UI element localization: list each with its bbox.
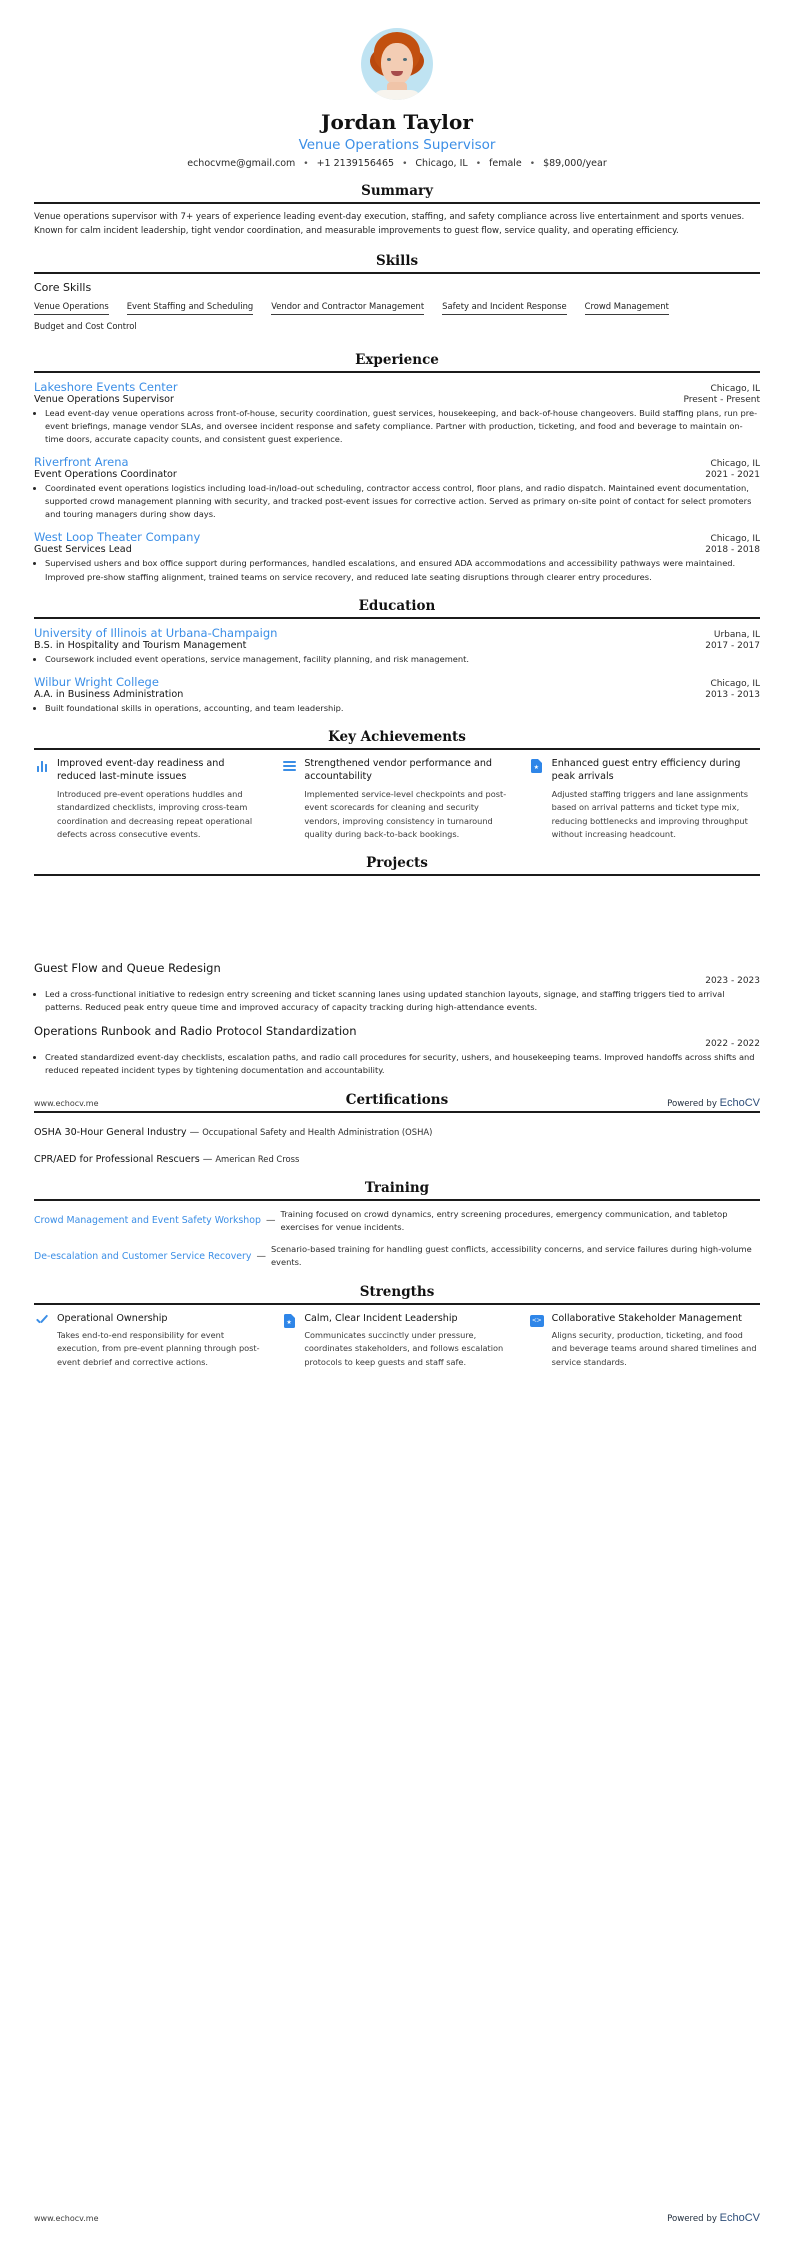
card-description: Introduced pre-event operations huddles and standardized checklists, improving cross-team coordination and decreasing repeat operational defects across consecutive events. [57, 789, 253, 839]
bullet-separator-icon: • [529, 158, 536, 169]
training-row [34, 1243, 760, 1270]
section-strengths [34, 1284, 760, 1369]
entry-subheader-row [34, 689, 760, 700]
project-title: Guest Flow and Queue Redesign [34, 961, 221, 976]
entry-role: Event Operations Coordinator [34, 469, 177, 481]
section-education [34, 598, 760, 715]
entry-location: Chicago, IL [710, 678, 760, 689]
footer-url[interactable]: www.echocv.me [34, 1099, 99, 1108]
bullet-item: • Built foundational skills in operations, accounting, and team leadership. [45, 702, 760, 715]
entry-role: Venue Operations Supervisor [34, 393, 174, 405]
section-divider [34, 874, 760, 876]
card-body [57, 1312, 265, 1369]
info-card [281, 1312, 512, 1369]
bullet-item: • Created standardized event-day checklists, escalation paths, and radio call procedures for security, ushers, and housekeeping teams. Improved handoffs across shifts and reduced repeated incident types by tightening documentation and accountability. [45, 1051, 760, 1077]
skill-chip: Safety and Incident Response [442, 299, 567, 315]
section-divider [34, 1303, 760, 1305]
bullet-item: • Lead event-day venue operations across front-of-house, security coordination, guest services, housekeeping, and back-of-house changeovers. Build staffing plans, run pre-event briefings, manage vendor SLAs, and oversee incident response and safety compliance. Partner with production, ticketing, and food and beverage to maintain on-time doors, accurate capacity counts, and consistent guest experience. [45, 407, 760, 446]
certification-row [34, 1120, 760, 1139]
footer-url[interactable]: www.echocv.me [34, 2214, 99, 2223]
contact-phone[interactable]: +1 2139156465 [316, 158, 395, 169]
card-title: Strengthened vendor performance and accountability [304, 757, 493, 783]
entry [34, 626, 760, 666]
card-body [552, 1312, 760, 1369]
document-icon: ★ [281, 1313, 297, 1329]
skills-list [34, 299, 760, 338]
education-list [34, 626, 760, 715]
section-training [34, 1180, 760, 1270]
entry-subheader-row [34, 640, 760, 651]
entry-organization[interactable]: Wilbur Wright College [34, 674, 159, 689]
bar-chart-icon [34, 758, 50, 774]
entry-organization[interactable]: University of Illinois at Urbana-Champaign [34, 625, 278, 640]
entry-location: Urbana, IL [713, 629, 760, 640]
entry-role: B.S. in Hospitality and Tourism Management [34, 639, 247, 651]
entry [34, 380, 760, 446]
job-title: Venue Operations Supervisor [298, 137, 496, 153]
card-title: Calm, Clear Incident Leadership [304, 1312, 458, 1324]
card-description: Implemented service-level checkpoints and post-event scorecards for cleaning and security vendors, improving consistency in turnaround quality during back-to-back bookings. [304, 789, 507, 839]
project-dates: 2022 - 2022 [705, 1039, 760, 1050]
section-heading-experience: Experience [355, 351, 439, 368]
avatar [361, 28, 433, 100]
page-footer-2 [0, 2212, 794, 2224]
footer-powered-prefix: Powered by [667, 1099, 717, 1109]
entry-location: Chicago, IL [710, 383, 760, 394]
footer-powered-by [667, 1097, 760, 1109]
entry-header-row [34, 380, 760, 394]
code-icon: <> [529, 1313, 545, 1329]
entry-header-row [34, 530, 760, 544]
card-body [304, 1312, 512, 1369]
entry-bullets [34, 557, 760, 583]
summary-text: Venue operations supervisor with 7+ years of experience leading event-day execution, staffing, and safety compliance across live entertainment and sports venues. Known for calm incident leadership, tight vendor coordination, and measurable improvements to guest flow, service quality, and operating efficiency. [34, 212, 745, 236]
bullet-separator-icon: • [303, 158, 309, 169]
experience-list [34, 380, 760, 584]
card-description: Takes end-to-end responsibility for event execution, from pre-event planning through post-event debrief and corrective actions. [57, 1330, 260, 1367]
entry-location: Chicago, IL [710, 459, 760, 470]
section-heading-summary: Summary [361, 183, 433, 199]
resume-header [34, 0, 760, 169]
section-divider [34, 617, 760, 619]
entry [34, 455, 760, 521]
page-title: Jordan Taylor [320, 110, 474, 134]
separator-dash: — [265, 1215, 276, 1227]
training-name[interactable]: De-escalation and Customer Service Recovery [34, 1250, 252, 1262]
card-title: Operational Ownership [57, 1312, 168, 1324]
card-title: Improved event-day readiness and reduced last-minute issues [57, 757, 225, 783]
separator-dash: — [189, 1126, 200, 1138]
entry-dates: 2017 - 2017 [705, 640, 760, 651]
bullet-separator-icon: • [475, 158, 482, 169]
certification-issuer: American Red Cross [215, 1153, 300, 1164]
entry-organization[interactable]: Lakeshore Events Center [34, 379, 178, 394]
section-divider [34, 371, 760, 373]
entry-role: A.A. in Business Administration [34, 688, 184, 700]
certification-row [34, 1147, 760, 1166]
entry-bullets [34, 482, 760, 521]
section-divider [34, 748, 760, 750]
info-card [529, 1312, 760, 1369]
project-entry [34, 1024, 760, 1077]
project-bullets [34, 988, 760, 1014]
info-card [34, 757, 265, 841]
contact-location: Chicago, IL [415, 158, 468, 169]
training-row [34, 1208, 760, 1235]
entry-dates: Present - Present [683, 394, 760, 405]
entry [34, 675, 760, 715]
info-card [34, 1312, 265, 1369]
skill-chip: Crowd Management [585, 299, 669, 315]
bullet-item: • Coordinated event operations logistics including load-in/load-out scheduling, contractor access control, floor plans, and radio dispatch. Maintained event documentation, supported crowd management planning with security, and tracked post-event issues for corrective action. Served as primary on-site point of contact for select promoters and touring managers during show days. [45, 482, 760, 521]
entry-role: Guest Services Lead [34, 544, 132, 556]
separator-dash: — [202, 1153, 213, 1165]
training-description: Scenario-based training for handling guest conflicts, accessibility concerns, and service failures during high-volume events. [270, 1244, 752, 1268]
footer-powered-by [667, 2212, 760, 2224]
section-heading-projects: Projects [366, 855, 428, 872]
training-name[interactable]: Crowd Management and Event Safety Workshop [34, 1215, 261, 1227]
card-title: Collaborative Stakeholder Management [551, 1312, 742, 1324]
achievements-cards [34, 757, 760, 841]
entry-header-row [34, 675, 760, 689]
project-title: Operations Runbook and Radio Protocol Standardization [34, 1024, 357, 1039]
skill-chip: Vendor and Contractor Management [271, 299, 424, 315]
page-footer-1 [0, 1097, 794, 1109]
skill-chip: Venue Operations [34, 299, 109, 315]
separator-dash: — [256, 1250, 266, 1262]
section-achievements [34, 729, 760, 841]
section-experience [34, 352, 760, 584]
project-bullets [34, 1051, 760, 1077]
entry-dates: 2021 - 2021 [705, 470, 760, 481]
section-heading-certifications: Certifications [345, 1091, 449, 1108]
projects-list [34, 961, 760, 1077]
entry-bullets [34, 653, 760, 666]
section-divider [34, 1111, 760, 1113]
certification-name: CPR/AED for Professional Rescuers [34, 1153, 200, 1165]
entry-header-row [34, 455, 760, 469]
contact-salary: $89,000/year [543, 158, 607, 169]
training-description: Training focused on crowd dynamics, entry screening procedures, emergency communication, and tabletop exercises for venue incidents. [280, 1208, 728, 1232]
card-body [57, 757, 265, 841]
info-card [529, 757, 760, 841]
bullet-item: • Supervised ushers and box office support during performances, handled escalations, and ensured ADA accommodations and accessibility pathways were maintained. Improved pre-show staffing alignment, trained teams on service recovery, and reduced late seating disruptions through clearer entry procedures. [45, 557, 760, 583]
check-icon [34, 1313, 50, 1329]
section-divider [34, 272, 760, 274]
section-heading-achievements: Key Achievements [328, 728, 466, 745]
project-dates: 2023 - 2023 [705, 976, 760, 987]
contact-email[interactable]: echocvme@gmail.com [187, 158, 296, 169]
bullet-item: • Coursework included event operations, service management, facility planning, and risk management. [45, 653, 760, 666]
card-title: Enhanced guest entry efficiency during peak arrivals [551, 757, 741, 783]
section-divider [34, 202, 760, 204]
card-description: Aligns security, production, ticketing, and food and beverage teams around shared timelines and service standards. [551, 1330, 757, 1367]
section-heading-education: Education [358, 597, 436, 614]
card-body [304, 757, 512, 841]
certification-name: OSHA 30-Hour General Industry [34, 1126, 187, 1138]
entry [34, 530, 760, 583]
training-list [34, 1208, 760, 1270]
entry-dates: 2013 - 2013 [705, 689, 760, 700]
certification-issuer: Occupational Safety and Health Administration (OSHA) [202, 1126, 433, 1137]
entry-subheader-row [34, 544, 760, 555]
document-icon: ★ [529, 758, 545, 774]
footer-brand[interactable]: EchoCV [719, 1097, 760, 1109]
entry-organization[interactable]: West Loop Theater Company [34, 530, 201, 545]
card-body [552, 757, 760, 841]
strengths-cards [34, 1312, 760, 1369]
contact-gender: female [489, 158, 522, 169]
entry-dates: 2018 - 2018 [705, 545, 760, 556]
footer-powered-prefix: Powered by [667, 2214, 717, 2224]
card-description: Communicates succinctly under pressure, coordinates stakeholders, and follows escalation protocols to keep guests and staff safe. [304, 1330, 504, 1367]
section-divider [34, 1199, 760, 1201]
card-description: Adjusted staffing triggers and lane assignments based on arrival patterns and ticket type mix, reducing bottlenecks and improving throughput without increasing headcount. [551, 789, 749, 839]
entry-header-row [34, 626, 760, 640]
skill-chip: Budget and Cost Control [34, 320, 137, 331]
section-skills [34, 253, 760, 338]
list-lines-icon [281, 758, 297, 774]
section-summary [34, 183, 760, 239]
entry-subheader-row [34, 469, 760, 480]
entry-location: Chicago, IL [710, 534, 760, 545]
entry-subheader-row [34, 394, 760, 405]
section-heading-skills: Skills [375, 252, 419, 269]
entry-organization[interactable]: Riverfront Arena [34, 455, 129, 470]
entry-bullets [34, 702, 760, 715]
contact-line [34, 158, 760, 169]
section-heading-strengths: Strengths [359, 1283, 435, 1300]
section-heading-training: Training [364, 1179, 430, 1196]
info-card [281, 757, 512, 841]
skills-group-title: Core Skills [34, 280, 92, 294]
skill-chip: Event Staffing and Scheduling [127, 299, 253, 315]
section-projects [34, 855, 760, 1077]
entry-bullets [34, 407, 760, 446]
bullet-item: • Led a cross-functional initiative to redesign entry screening and ticket scanning lanes using updated stanchion layouts, signage, and staffing triggers tied to arrival patterns. Reduced peak entry queue time and improved accuracy of capacity tracking during high-attendance events. [45, 988, 760, 1014]
footer-brand[interactable]: EchoCV [719, 2212, 760, 2224]
bullet-separator-icon: • [402, 158, 408, 169]
certifications-list [34, 1120, 760, 1166]
project-entry [34, 961, 760, 1014]
